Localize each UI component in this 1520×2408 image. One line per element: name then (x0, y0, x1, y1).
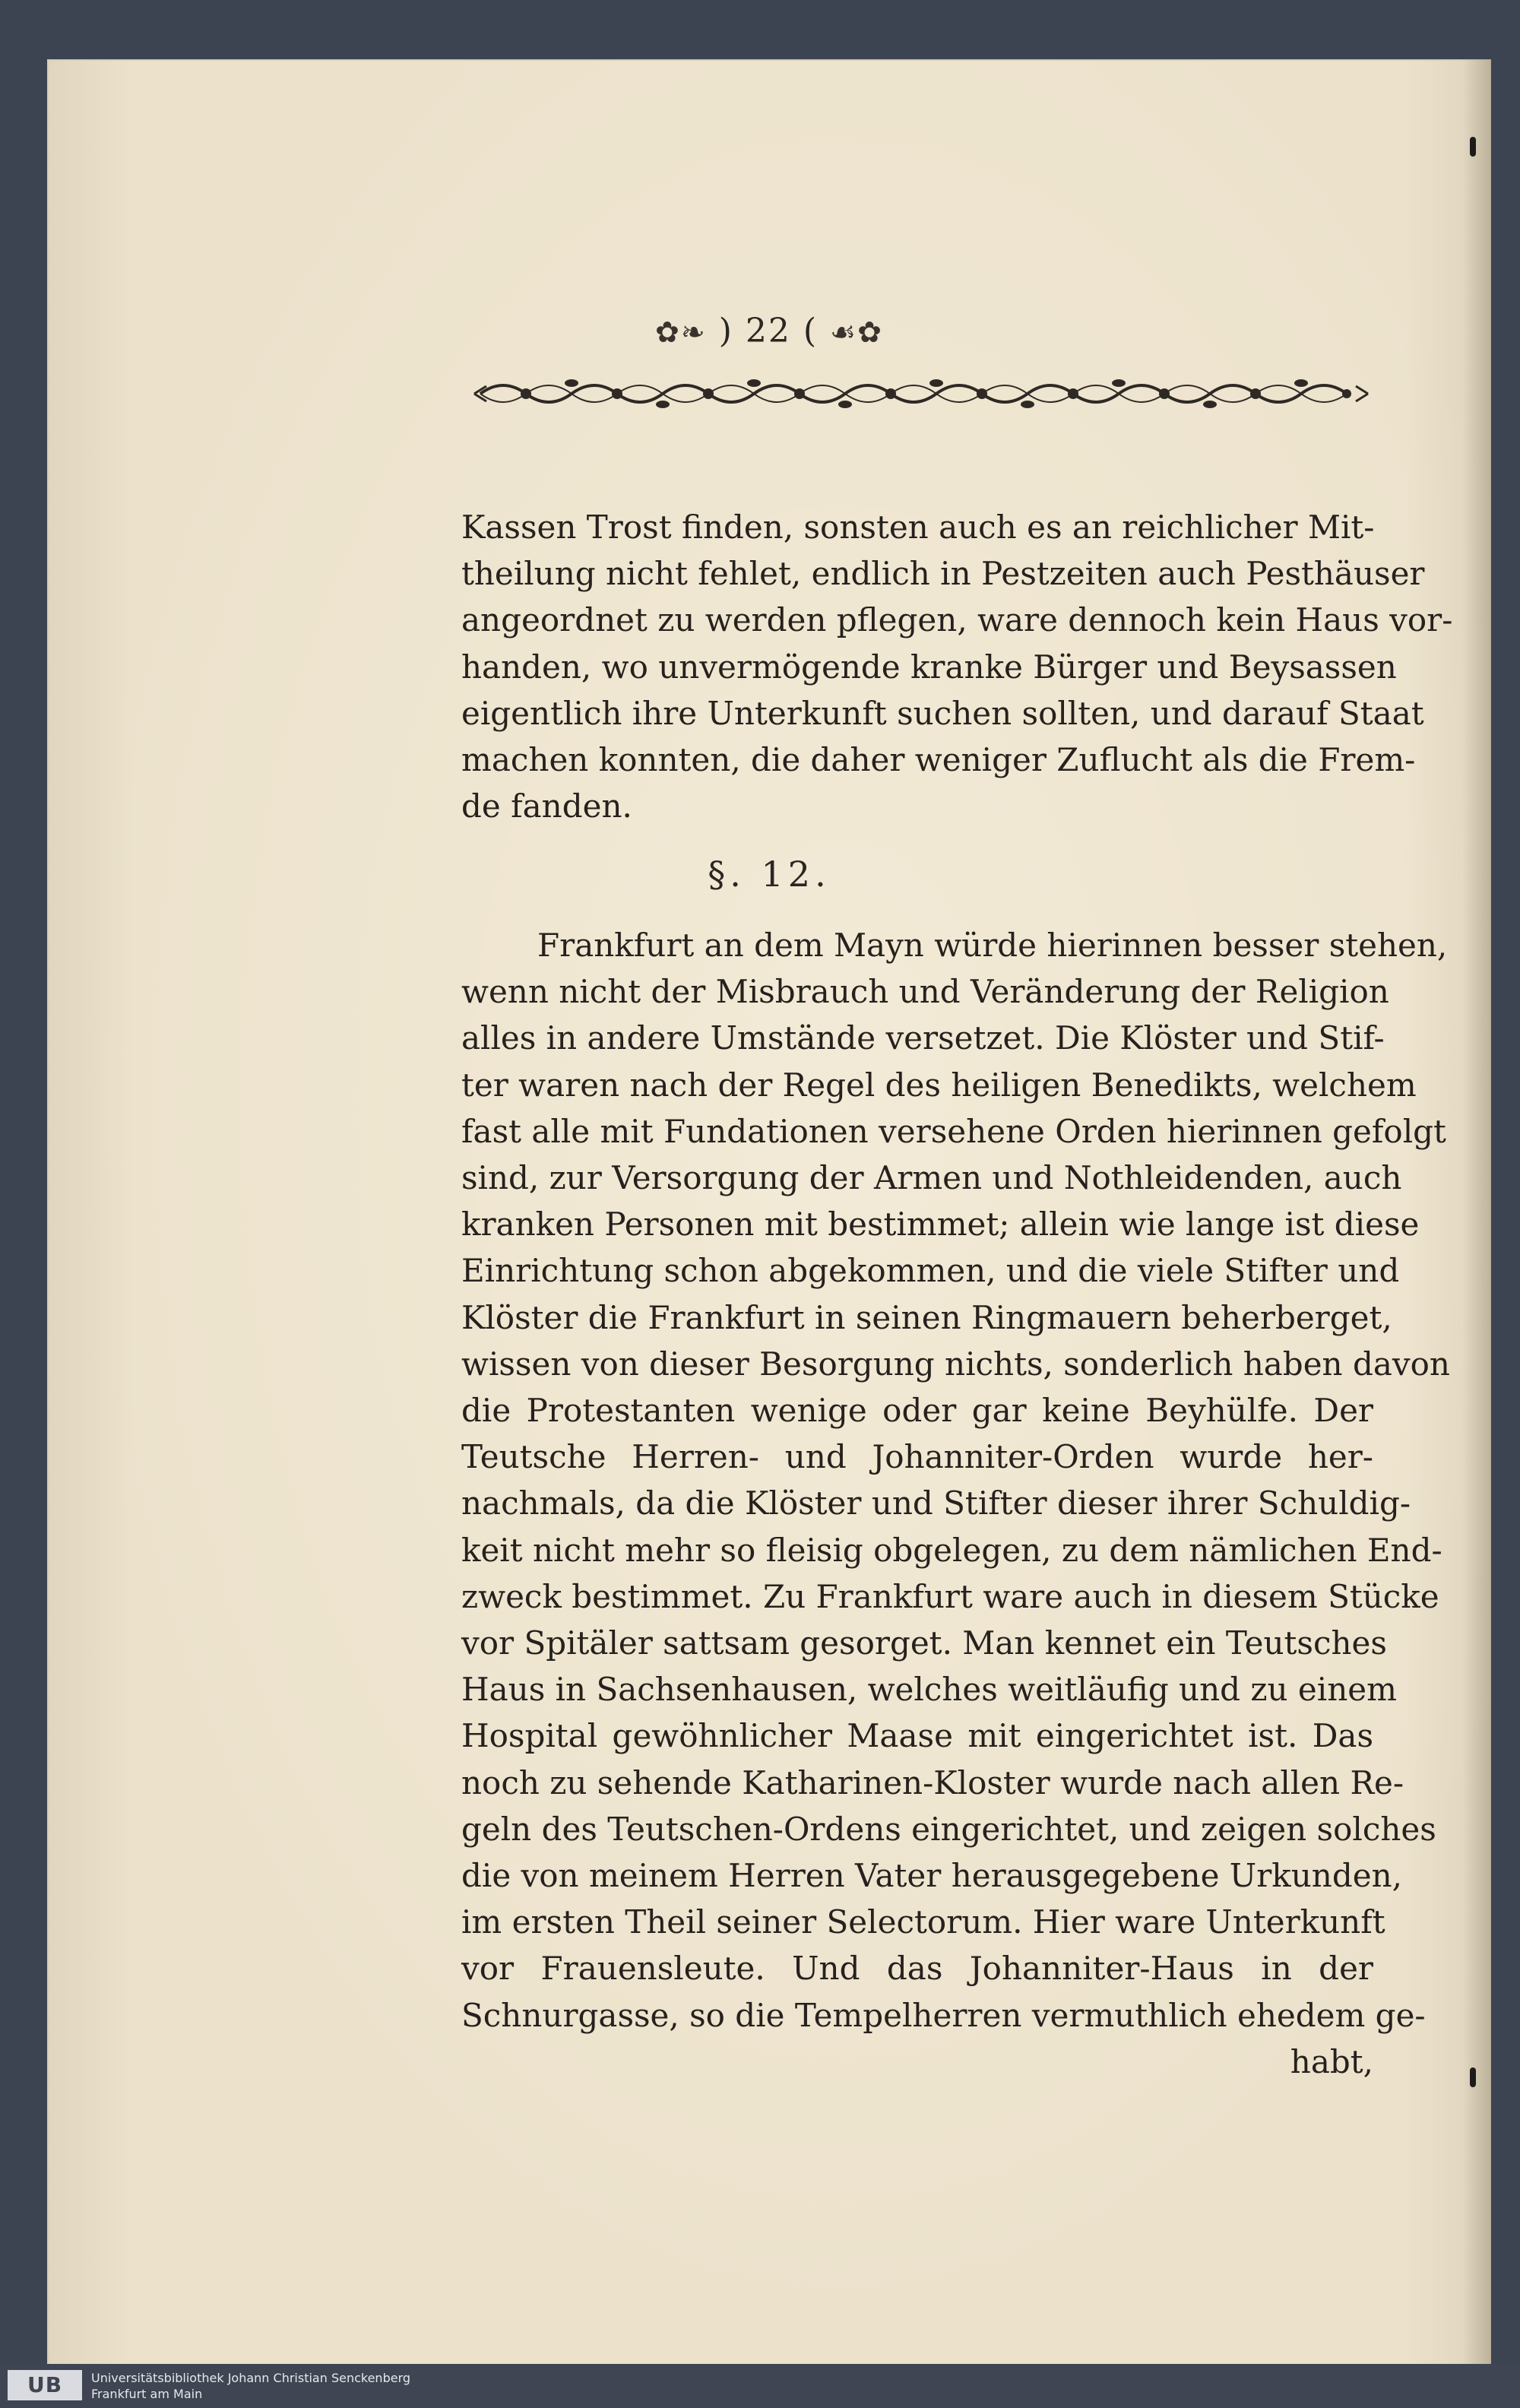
library-city: Frankfurt am Main (91, 2387, 203, 2401)
text-line: Hospital gewöhnlicher Maase mit eingerichtet ist. Das (461, 1717, 1373, 1755)
page-number: ) 22 ( (718, 312, 819, 350)
library-name: Universitätsbibliothek Johann Christian Senckenberg (91, 2371, 411, 2385)
text-line: die von meinem Herren Vater herausgegebene Urkunden, (461, 1857, 1402, 1895)
text-line: de fanden. (461, 787, 632, 825)
text-line: kranken Personen mit bestimmet; allein wie lange ist diese (461, 1206, 1420, 1244)
library-credit (91, 2370, 410, 2402)
text-line: vor Spitäler sattsam gesorget. Man kennet ein Teutsches (461, 1624, 1387, 1662)
right-head-ornament: ☙✿ (830, 315, 883, 349)
ub-logo[interactable]: UB (8, 2370, 82, 2400)
running-head (47, 312, 1491, 350)
binding-mark (1470, 2067, 1476, 2087)
text-line: eigentlich ihre Unterkunft suchen sollten, und darauf Staat (461, 694, 1424, 732)
section-heading: §. 12. (708, 854, 831, 895)
text-line: im ersten Theil seiner Selectorum. Hier ware Unterkunft (461, 1903, 1385, 1941)
text-line: Haus in Sachsenhausen, welches weitläufig und zu einem (461, 1671, 1397, 1709)
text-line: theilung nicht fehlet, endlich in Pestzeiten auch Pesthäuser (461, 555, 1425, 593)
text-line: alles in andere Umstände versetzet. Die Klöster und Stif- (461, 1019, 1385, 1057)
text-line: fast alle mit Fundationen versehene Orden hierinnen gefolgt (461, 1112, 1446, 1150)
text-line: sind, zur Versorgung der Armen und Nothleidenden, auch (461, 1159, 1402, 1197)
binding-mark (1470, 137, 1476, 157)
text-line: machen konnten, die daher weniger Zuflucht als die Frem- (461, 741, 1416, 779)
text-line: Kassen Trost finden, sonsten auch es an reichlicher Mit- (461, 509, 1375, 546)
decorative-vine-border (473, 369, 1370, 418)
text-line: wissen von dieser Besorgung nichts, sonderlich haben davon (461, 1345, 1450, 1383)
text-line: die Protestanten wenige oder gar keine Beyhülfe. Der (461, 1392, 1373, 1430)
text-line: geln des Teutschen-Ordens eingerichtet, und zeigen solches (461, 1810, 1436, 1848)
text-line: noch zu sehende Katharinen-Kloster wurde nach allen Re- (461, 1763, 1404, 1801)
catchword: habt, (1290, 2042, 1373, 2080)
text-line: Klöster die Frankfurt in seinen Ringmauern beherberget, (461, 1298, 1392, 1336)
text-line: ter waren nach der Regel des heiligen Benedikts, welchem (461, 1066, 1417, 1104)
text-line: handen, wo unvermögende kranke Bürger und Beysassen (461, 648, 1397, 686)
text-line: Teutsche Herren- und Johanniter-Orden wurde her- (461, 1438, 1373, 1476)
text-line: zweck bestimmet. Zu Frankfurt ware auch in diesem Stücke (461, 1577, 1439, 1615)
text-line: vor Frauensleute. Und das Johanniter-Haus in der (461, 1950, 1373, 1988)
text-line: nachmals, da die Klöster und Stifter dieser ihrer Schuldig- (461, 1484, 1411, 1522)
library-footer (0, 2364, 1520, 2408)
paragraph-2 (461, 922, 1450, 2085)
text-line: Schnurgasse, so die Tempelherren vermuthlich ehedem ge- (461, 1996, 1426, 2034)
text-line: Einrichtung schon abgekommen, und die viele Stifter und (461, 1252, 1400, 1290)
paragraph-1 (461, 504, 1453, 829)
page-edge-shadow (1462, 59, 1491, 2370)
text-line: wenn nicht der Misbrauch und Veränderung der Religion (461, 973, 1389, 1011)
book-page (47, 59, 1491, 2370)
text-line: angeordnet zu werden pflegen, ware dennoch kein Haus vor- (461, 601, 1453, 639)
text-line: Frankfurt an dem Mayn würde hierinnen besser stehen, (537, 927, 1448, 964)
text-line: keit nicht mehr so fleisig obgelegen, zu dem nämlichen End- (461, 1531, 1442, 1569)
left-head-ornament: ✿❧ (655, 315, 707, 349)
